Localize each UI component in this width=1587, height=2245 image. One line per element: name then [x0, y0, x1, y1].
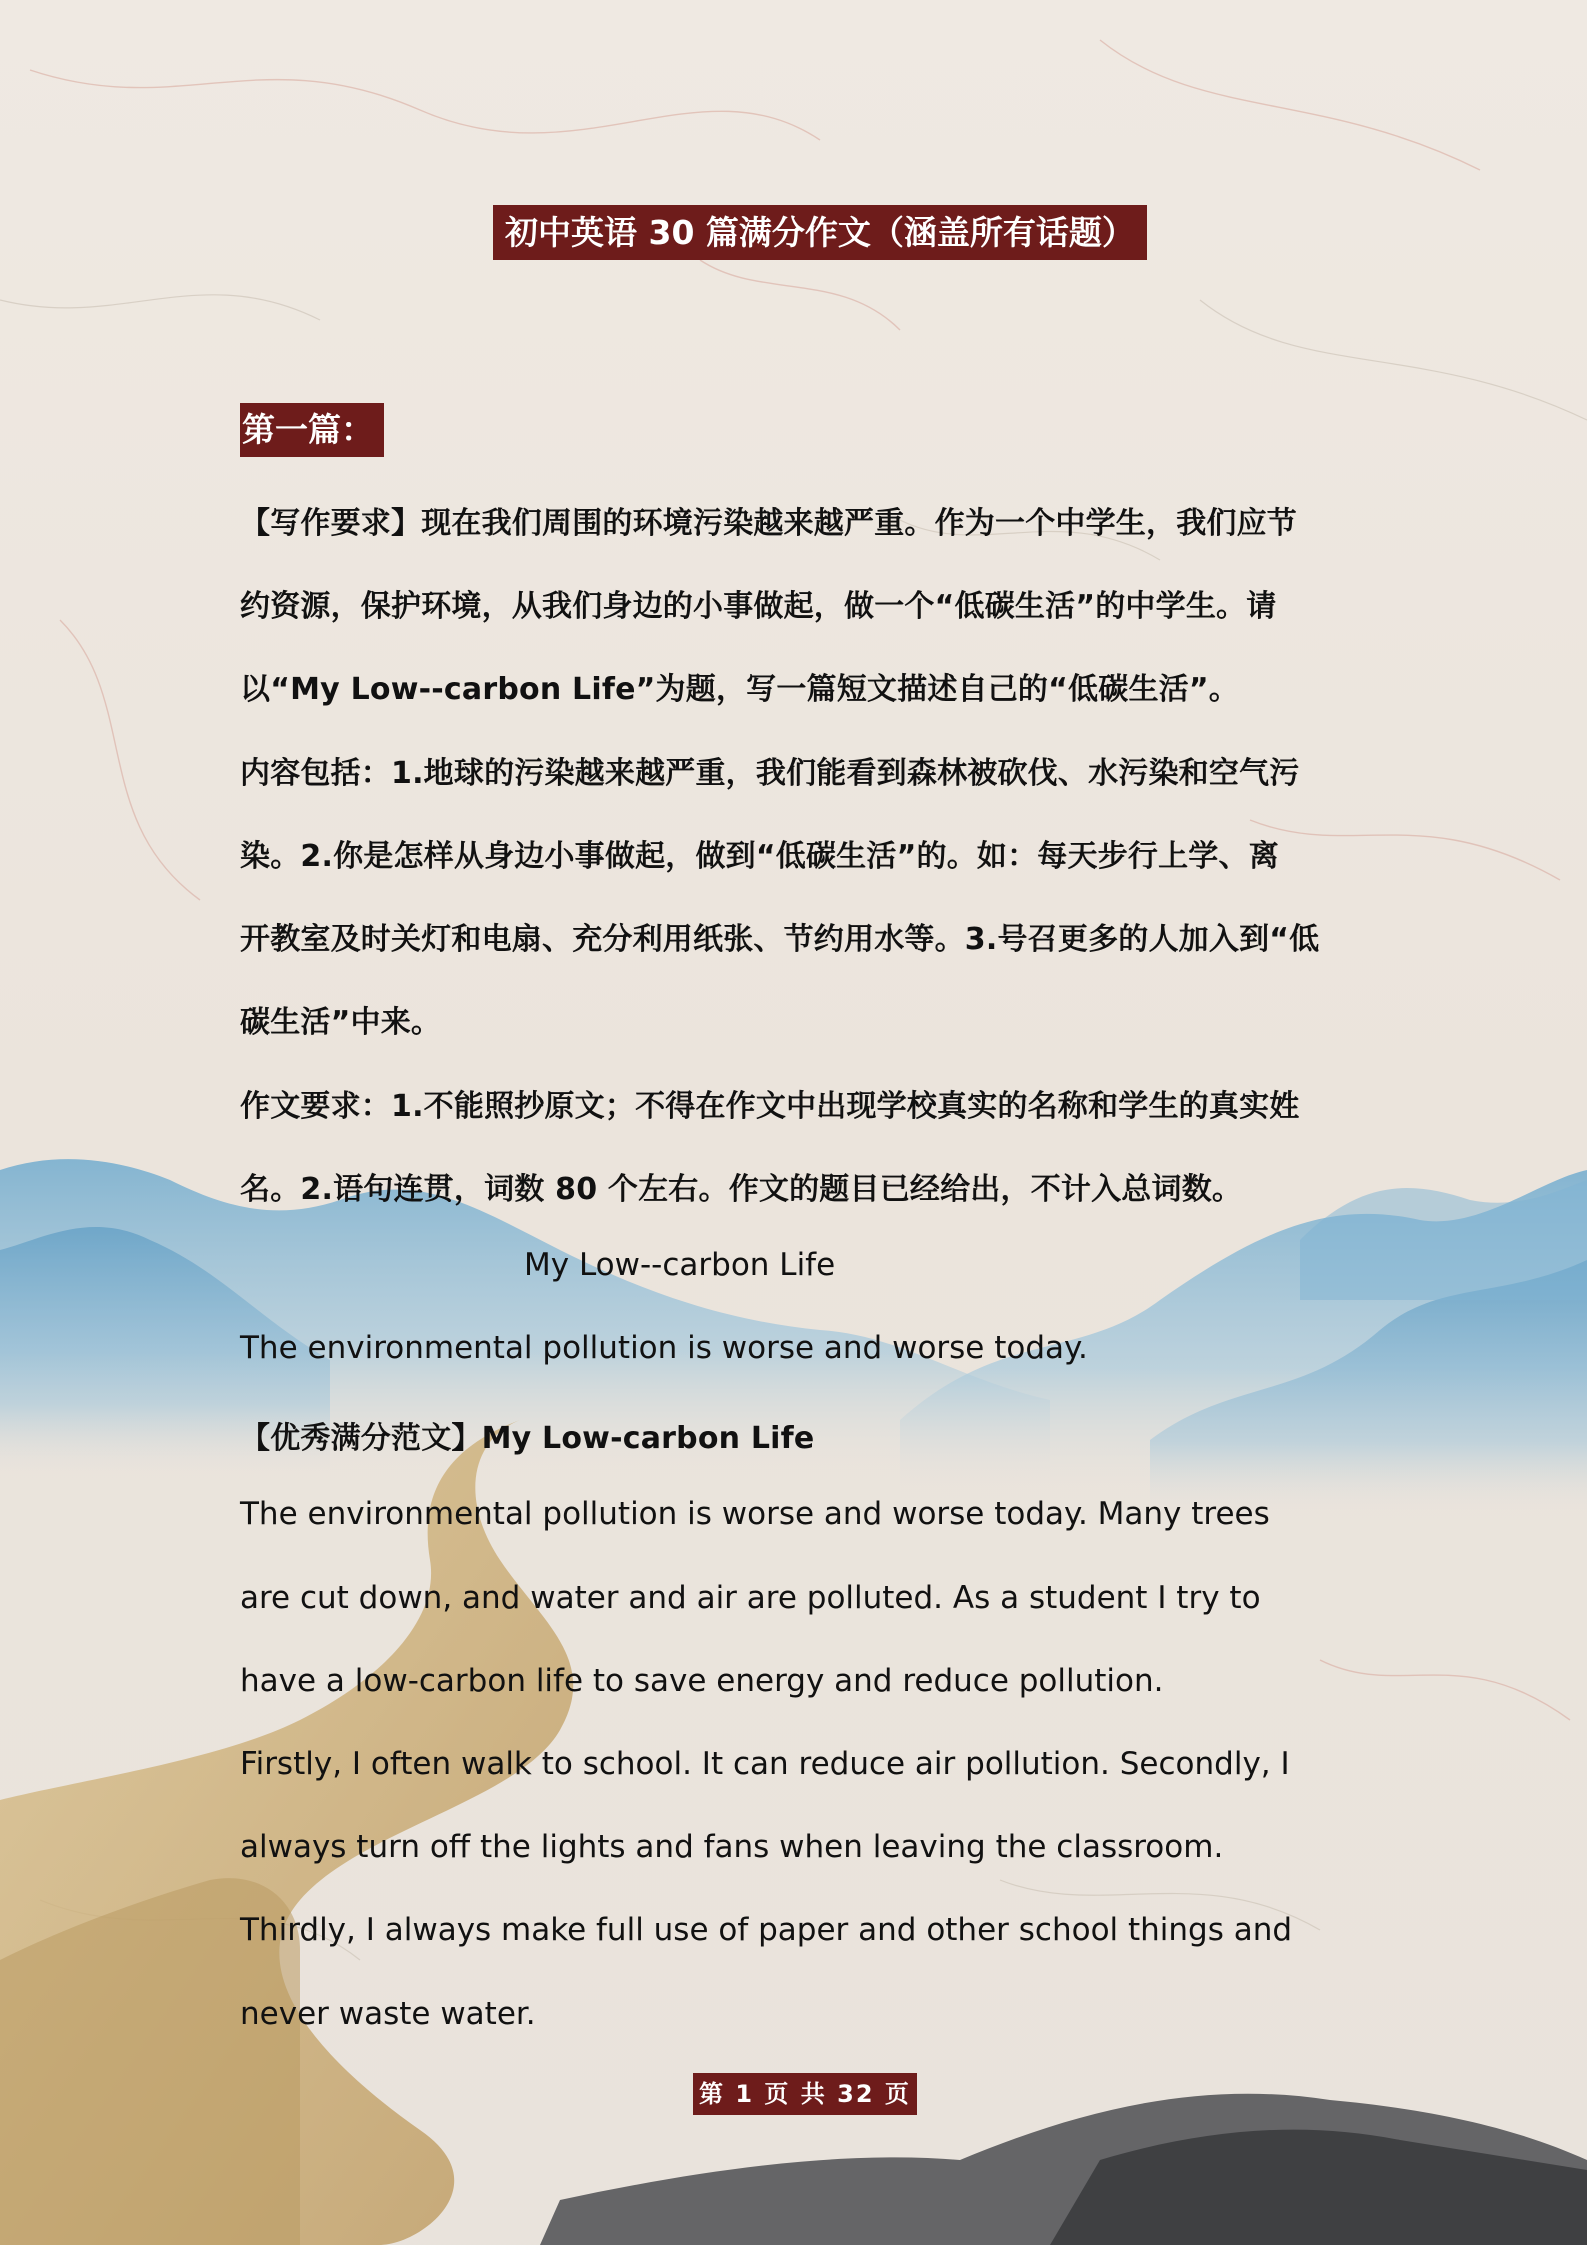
requirement-line: 染。2.你是怎样从身边小事做起，做到“低碳生活”的。如：每天步行上学、离	[240, 839, 1279, 874]
requirement-line: 名。2.语句连贯，词数 80 个左右。作文的题目已经给出，不计入总词数。	[240, 1172, 1243, 1207]
page-number-footer: 第 1 页 共 32 页	[693, 2073, 917, 2115]
document-title: 初中英语 30 篇满分作文（涵盖所有话题）	[493, 205, 1147, 260]
model-essay-line: Firstly, I often walk to school. It can reduce air pollution. Secondly, I	[240, 1746, 1290, 1782]
model-essay-line: Thirdly, I always make full use of paper and other school things and	[240, 1912, 1293, 1948]
requirement-line: 约资源，保护环境，从我们身边的小事做起，做一个“低碳生活”的中学生。请	[240, 589, 1277, 624]
model-essay-line: The environmental pollution is worse and worse today. Many trees	[240, 1496, 1270, 1532]
requirement-line: 碳生活”中来。	[240, 1005, 442, 1040]
model-essay-line: have a low-carbon life to save energy and reduce pollution.	[240, 1663, 1164, 1699]
given-opening: The environmental pollution is worse and worse today.	[240, 1330, 1088, 1366]
model-essay-line: are cut down, and water and air are polluted. As a student I try to	[240, 1580, 1261, 1616]
section-label: 第一篇：	[240, 403, 384, 457]
model-essay-line: always turn off the lights and fans when leaving the classroom.	[240, 1829, 1224, 1865]
model-essay-line: never waste water.	[240, 1996, 536, 2032]
model-essay-heading: 【优秀满分范文】My Low-carbon Life	[240, 1421, 815, 1456]
requirement-line: 开教室及时关灯和电扇、充分利用纸张、节约用水等。3.号召更多的人加入到“低	[240, 922, 1320, 957]
requirement-line: 以“My Low--carbon Life”为题，写一篇短文描述自己的“低碳生活”。	[240, 672, 1239, 707]
requirement-line: 作文要求：1.不能照抄原文；不得在作文中出现学校真实的名称和学生的真实姓	[240, 1089, 1300, 1124]
requirement-line: 【写作要求】现在我们周围的环境污染越来越严重。作为一个中学生，我们应节	[240, 506, 1297, 541]
requirement-line: 内容包括：1.地球的污染越来越严重，我们能看到森林被砍伐、水污染和空气污	[240, 756, 1300, 791]
essay-title: My Low--carbon Life	[524, 1247, 836, 1283]
